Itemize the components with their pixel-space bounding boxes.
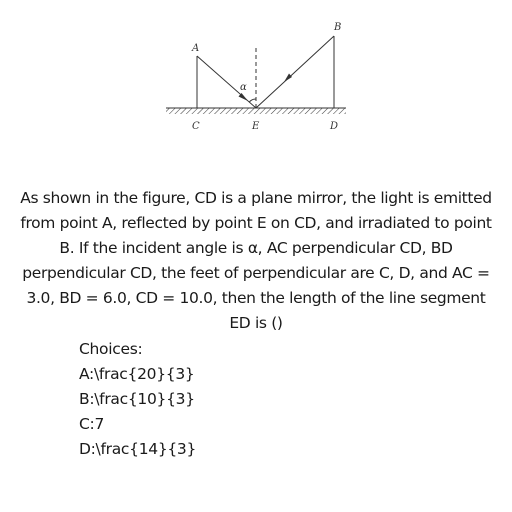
ray-eb — [256, 36, 334, 108]
ray-eb-arrow-icon — [284, 74, 292, 83]
point-label-a: A — [192, 43, 200, 54]
angle-alpha-arc — [249, 99, 256, 102]
choices-label: Choices: — [79, 340, 143, 358]
point-label-b: B — [334, 22, 342, 33]
geometry-figure — [0, 0, 512, 150]
point-label-e: E — [252, 121, 260, 132]
point-label-d: D — [330, 121, 339, 132]
choice-option-c[interactable]: C:7 — [79, 415, 105, 433]
problem-text: As shown in the figure, CD is a plane mirror, the light is emitted from point A, reflected by point E on CD, and irradiated to point B. If the incident angle is α, AC perpendicular CD, BD perpendicular CD, the feet of perpendicular are C, D, and AC = 3.0, BD = 6.0, CD = 10.0, then the length of the line segment ED is () — [20, 189, 492, 332]
angle-label-alpha: α — [240, 82, 247, 93]
choice-option-d[interactable]: D:\frac{14}{3} — [79, 440, 197, 458]
choice-option-b[interactable]: B:\frac{10}{3} — [79, 390, 195, 408]
point-label-c: C — [192, 121, 200, 132]
choices-list — [79, 362, 196, 462]
mirror-hatching — [166, 108, 346, 114]
choice-option-a[interactable]: A:\frac{20}{3} — [79, 365, 195, 383]
